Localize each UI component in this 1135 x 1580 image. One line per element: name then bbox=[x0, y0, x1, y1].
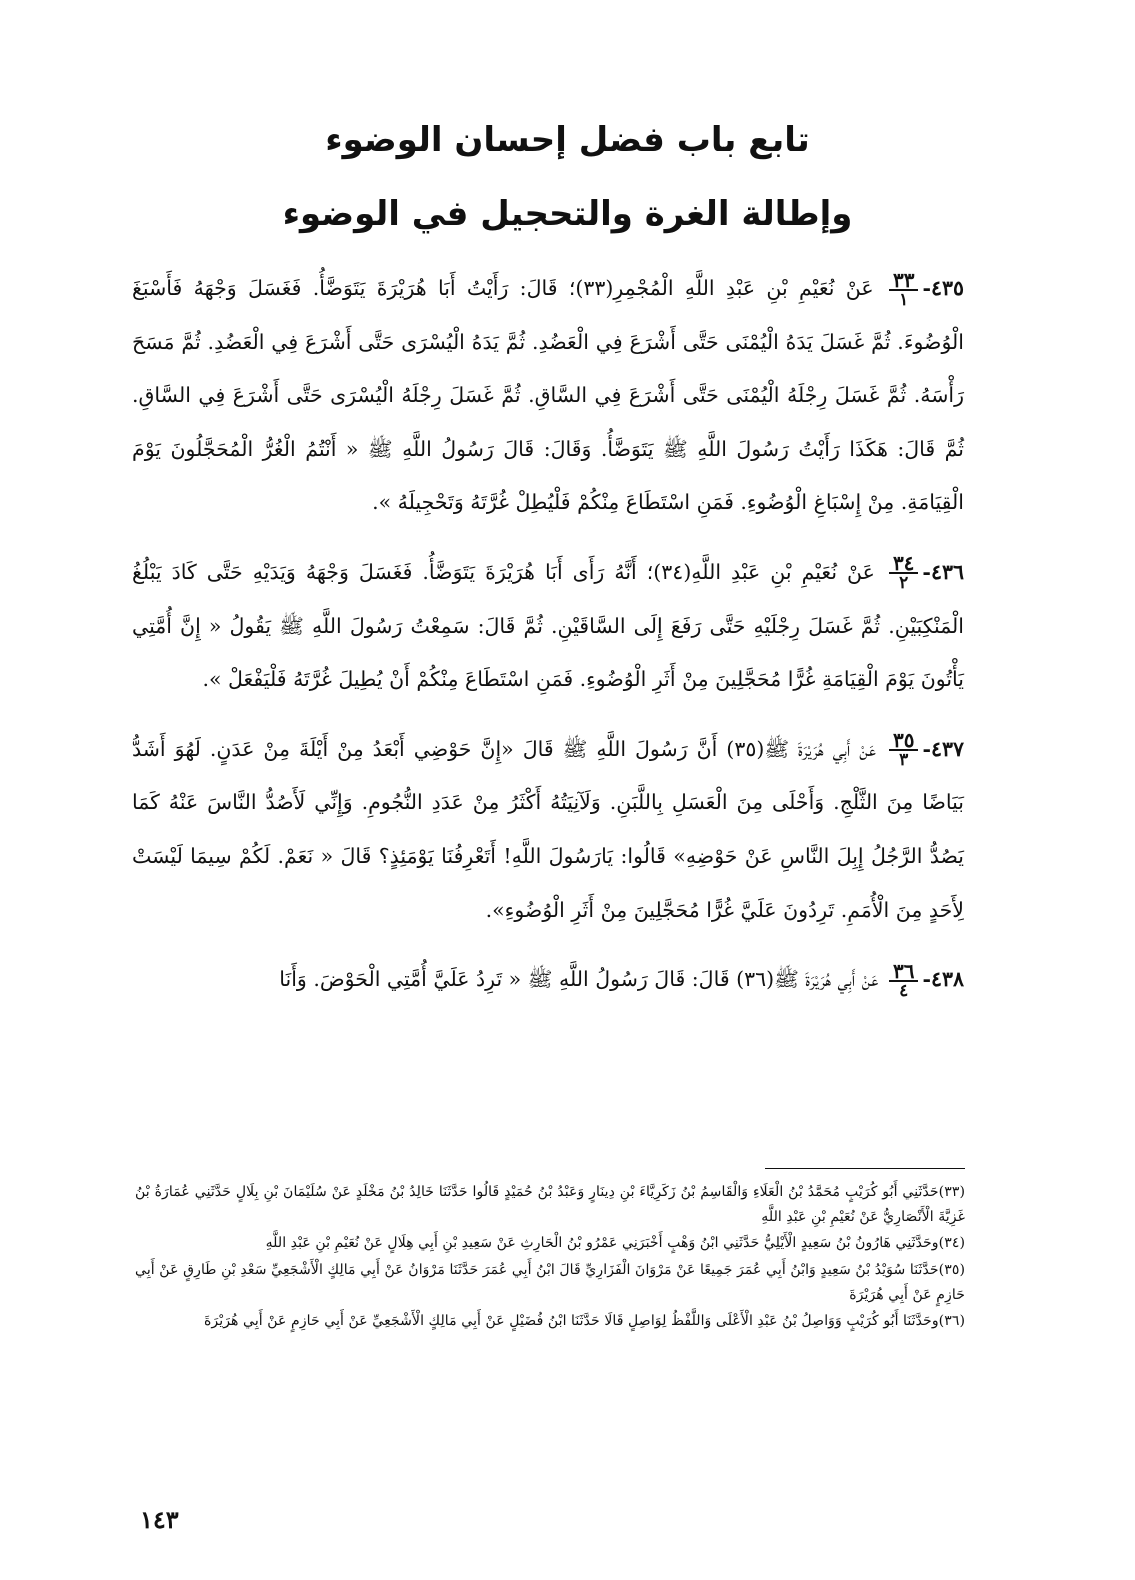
hadith-body bbox=[132, 262, 964, 1023]
fraction-top: ٣٤ bbox=[889, 554, 918, 574]
footnote: (٣٦)وحَدَّثَنَا أَبُو كُرَيْبٍ وَوَاصِلُ بْنُ عَبْدِ الْأَعْلَى وَاللَّفْظُ لِوَاصِلٍ قَالَا حَدَّثَنَا ابْنُ فُضَيْلٍ عَنْ أَبِي مَالِكٍ الْأَشْجَعِيِّ عَنْ أَبِي حَازِمٍ عَنْ أَبِي هُرَيْرَةَ bbox=[204, 1313, 965, 1330]
hadith-text: عَنْ أَبِي هُرَيْرَةَ ﷺ(٣٦) قَالَ: قَالَ رَسُولُ اللَّهِ ﷺ « تَرِدُ عَلَيَّ أُمَّتِي الْحَوْضَ. وَأَنَا bbox=[279, 967, 879, 992]
hadith-paragraph bbox=[132, 953, 964, 1007]
page-number: ١٤٣ bbox=[140, 1505, 179, 1534]
sub-number-fraction bbox=[889, 958, 918, 1001]
fraction-top: ٣٣ bbox=[889, 271, 918, 291]
sub-number-fraction bbox=[889, 267, 918, 310]
footnote: (٣٣)حَدَّثَنِي أَبُو كُرَيْبٍ مُحَمَّدُ بْنُ الْعَلَاءِ وَالْقَاسِمُ بْنُ زَكَرِيَّاءَ بْنِ دِينَارٍ وَعَبْدُ بْنُ حُمَيْدٍ قَالُوا حَدَّثَنَا خَالِدُ بْنُ مَخْلَدٍ عَنْ سُلَيْمَانَ بْنِ بِلَالٍ حَدَّثَنِي عُمَارَةُ بْنُ غَزِيَّةَ الْأَنْصَارِيُّ عَنْ نُعَيْمِ بْنِ عَبْدِ اللَّهِ bbox=[135, 1184, 965, 1226]
sub-number-fraction bbox=[889, 728, 918, 771]
fraction-bottom: ٢ bbox=[899, 573, 909, 594]
footnote-divider bbox=[765, 1168, 965, 1169]
hadith-number: ٤٣٥- bbox=[922, 276, 964, 300]
fraction-top: ٣٥ bbox=[889, 731, 918, 751]
sub-number-fraction bbox=[889, 551, 918, 594]
footnotes bbox=[135, 1180, 965, 1335]
footnote: (٣٤)وحَدَّثَنِي هَارُونُ بْنُ سَعِيدٍ الْأَيْلِيُّ حَدَّثَنِي ابْنُ وَهْبٍ أَخْبَرَنِي عَمْرُو بْنُ الْحَارِثِ عَنْ سَعِيدِ بْنِ أَبِي هِلَالٍ عَنْ نُعَيْمِ بْنِ عَبْدِ اللَّهِ bbox=[265, 1235, 965, 1252]
fraction-bottom: ٤ bbox=[899, 980, 909, 1001]
fraction-top: ٣٦ bbox=[889, 962, 918, 982]
footnote: (٣٥)حَدَّثَنَا سُوَيْدُ بْنُ سَعِيدٍ وَابْنُ أَبِي عُمَرَ جَمِيعًا عَنْ مَرْوَانَ الْفَزَارِيِّ قَالَ ابْنُ أَبِي عُمَرَ حَدَّثَنَا مَرْوَانُ عَنْ أَبِي مَالِكٍ الْأَشْجَعِيِّ سَعْدِ بْنِ طَارِقٍ عَنْ أَبِي حَازِمٍ عَنْ أَبِي هُرَيْرَةَ bbox=[135, 1261, 965, 1303]
chapter-heading-line-2: وإطالة الغرة والتحجيل في الوضوء bbox=[282, 194, 853, 234]
hadith-text: عَنْ نُعَيْمِ بْنِ عَبْدِ اللَّهِ(٣٤)؛ أَنَّهُ رَأَى أَبَا هُرَيْرَةَ يَتَوَضَّأُ. فَغَسَلَ وَجْهَهُ وَيَدَيْهِ حَتَّى كَادَ يَبْلُغُ الْمَنْكِبَيْنِ. ثُمَّ غَسَلَ رِجْلَيْهِ حَتَّى رَفَعَ إِلَى السَّاقَيْنِ. ثُمَّ قَالَ: سَمِعْتُ رَسُولَ اللَّهِ ﷺ يَقُولُ « إِنَّ أُمَّتِي يَأْتُونَ يَوْمَ الْقِيَامَةِ غُرًّا مُحَجَّلِينَ مِنْ أَثَرِ الْوُضُوءِ. فَمَنِ اسْتَطَاعَ مِنْكُمْ أَنْ يُطِيلَ غُرَّتَهُ فَلْيَفْعَلْ ». bbox=[132, 559, 964, 692]
chapter-heading-line-1: تابع باب فضل إحسان الوضوء bbox=[325, 120, 810, 160]
hadith-number: ٤٣٧- bbox=[922, 736, 964, 761]
hadith-number: ٤٣٨- bbox=[922, 967, 964, 992]
hadith-paragraph bbox=[132, 546, 964, 707]
hadith-number: ٤٣٦- bbox=[922, 559, 964, 584]
fraction-bottom: ٣ bbox=[899, 750, 909, 771]
hadith-text: عَنْ أَبِي هُرَيْرَةَ ﷺ(٣٥) أَنَّ رَسُولَ اللَّهِ ﷺ قَالَ «إِنَّ حَوْضِي أَبْعَدُ مِنْ أَيْلَةَ مِنْ عَدَنٍ. لَهُوَ أَشَدُّ بَيَاضًا مِنَ الثَّلْجِ. وَأَحْلَى مِنَ الْعَسَلِ بِاللَّبَنِ. وَلَآنِيَتُهُ أَكْثَرُ مِنْ عَدَدِ النُّجُومِ. وَإِنِّي لَأَصُدُّ النَّاسَ عَنْهُ كَمَا يَصُدُّ الرَّجُلُ إِبِلَ النَّاسِ عَنْ حَوْضِهِ» قَالُوا: يَارَسُولَ اللَّهِ! أَتَعْرِفُنَا يَوْمَئِذٍ؟ قَالَ « نَعَمْ. لَكُمْ سِيمَا لَيْسَتْ لِأَحَدٍ مِنَ الْأُمَمِ. تَرِدُونَ عَلَيَّ غُرًّا مُحَجَّلِينَ مِنْ أَثَرِ الْوُضُوءِ». bbox=[132, 736, 964, 922]
hadith-paragraph bbox=[132, 723, 964, 937]
fraction-bottom: ١ bbox=[899, 289, 909, 310]
hadith-text: عَنْ نُعَيْمِ بْنِ عَبْدِ اللَّهِ الْمُجْمِرِ(٣٣)؛ قَالَ: رَأَيْتُ أَبَا هُرَيْرَةَ يَتَوَضَّأُ. فَغَسَلَ وَجْهَهُ فَأَسْبَغَ الْوُضُوءَ. ثُمَّ غَسَلَ يَدَهُ الْيُمْنَى حَتَّى أَشْرَعَ فِي الْعَضُدِ. ثُمَّ يَدَهُ الْيُسْرَى حَتَّى أَشْرَعَ فِي الْعَضُدِ. ثُمَّ مَسَحَ رَأْسَهُ. ثُمَّ غَسَلَ رِجْلَهُ الْيُمْنَى حَتَّى أَشْرَعَ فِي السَّاقِ. ثُمَّ غَسَلَ رِجْلَهُ الْيُسْرَى حَتَّى أَشْرَعَ فِي السَّاقِ. ثُمَّ قَالَ: هَكَذَا رَأَيْتُ رَسُولَ اللَّهِ ﷺ يَتَوَضَّأُ. وَقَالَ: قَالَ رَسُولُ اللَّهِ ﷺ « أَنْتُمُ الْغُرُّ الْمُحَجَّلُونَ يَوْمَ الْقِيَامَةِ. مِنْ إِسْبَاغِ الْوُضُوءِ. فَمَنِ اسْتَطَاعَ مِنْكُمْ فَلْيُطِلْ غُرَّتَهُ وَتَحْجِيلَهُ ». bbox=[132, 276, 964, 515]
hadith-paragraph bbox=[132, 262, 964, 530]
